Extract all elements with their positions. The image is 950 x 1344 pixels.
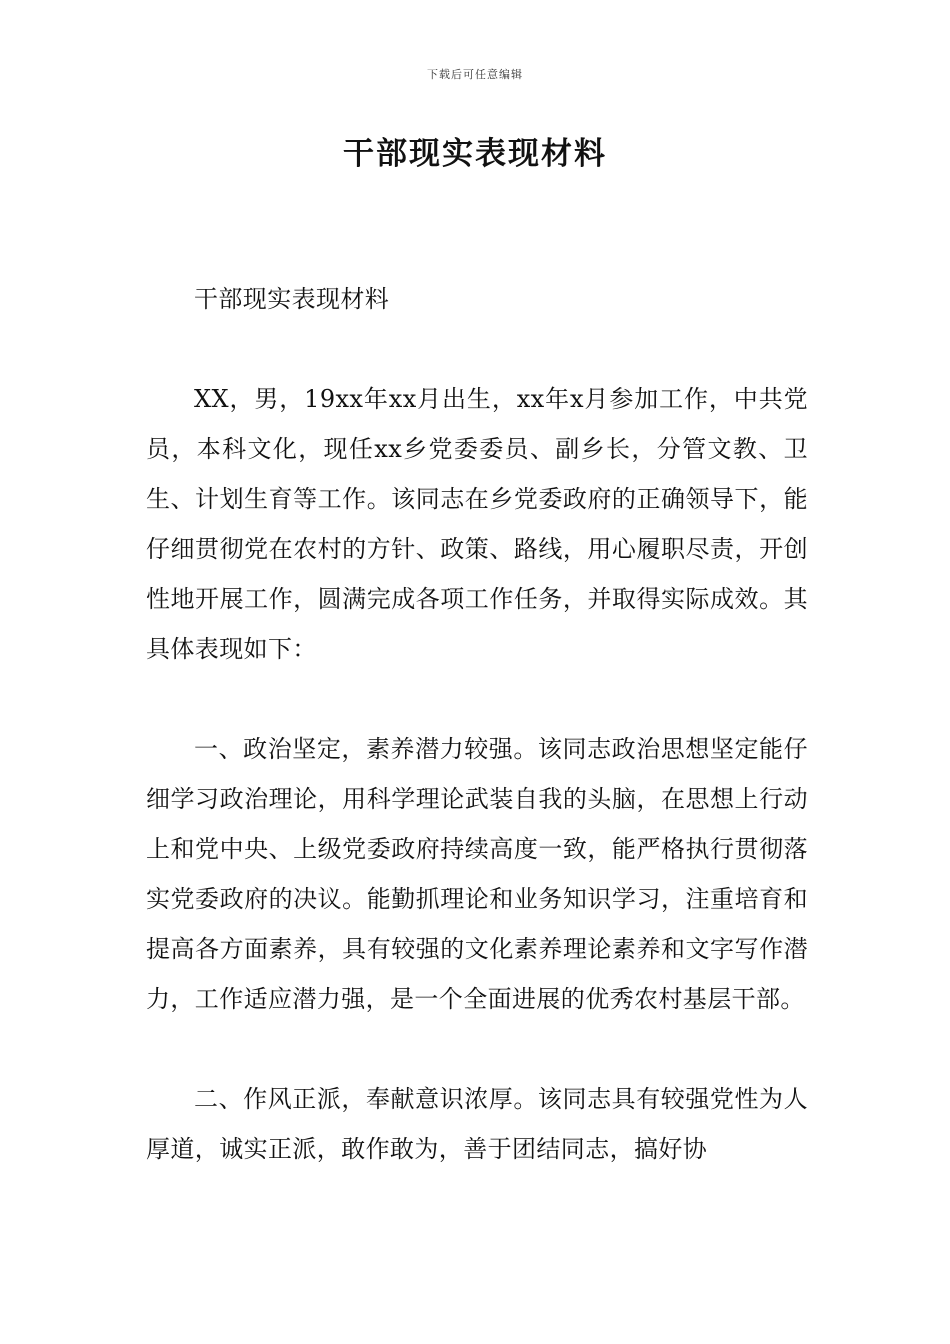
paragraph-gap [146, 674, 808, 724]
section-one-paragraph: 一、政治坚定，素养潜力较强。该同志政治思想坚定能仔细学习政治理论，用科学理论武装自我的头脑，在思想上行动上和党中央、上级党委政府持续高度一致，能严格执行贯彻落实党委政府的决议。能勤抓理论和业务知识学习，注重培育和提高各方面素养，具有较强的文化素养理论素养和文字写作潜力，工作适应潜力强，是一个全面进展的优秀农村基层干部。 [146, 735, 808, 1013]
subtitle-paragraph: 干部现实表现材料 [194, 285, 390, 313]
document-title: 干部现实表现材料 [343, 136, 607, 172]
header-note: 下载后可任意编辑 [427, 68, 523, 81]
document-body [146, 274, 808, 1174]
paragraph-gap [146, 324, 808, 374]
paragraph-gap [146, 1024, 808, 1074]
section-two-paragraph: 二、作风正派，奉献意识浓厚。该同志具有较强党性为人厚道，诚实正派，敢作敢为，善于团结同志，搞好协 [146, 1085, 808, 1163]
intro-paragraph: XX，男，19xx年xx月出生，xx年x月参加工作，中共党员，本科文化，现任xx乡党委委员、副乡长，分管文教、卫生、计划生育等工作。该同志在乡党委政府的正确领导下，能仔细贯彻党在农村的方针、政策、路线，用心履职尽责，开创性地开展工作，圆满完成各项工作任务，并取得实际成效。其具体表现如下： [146, 385, 808, 663]
